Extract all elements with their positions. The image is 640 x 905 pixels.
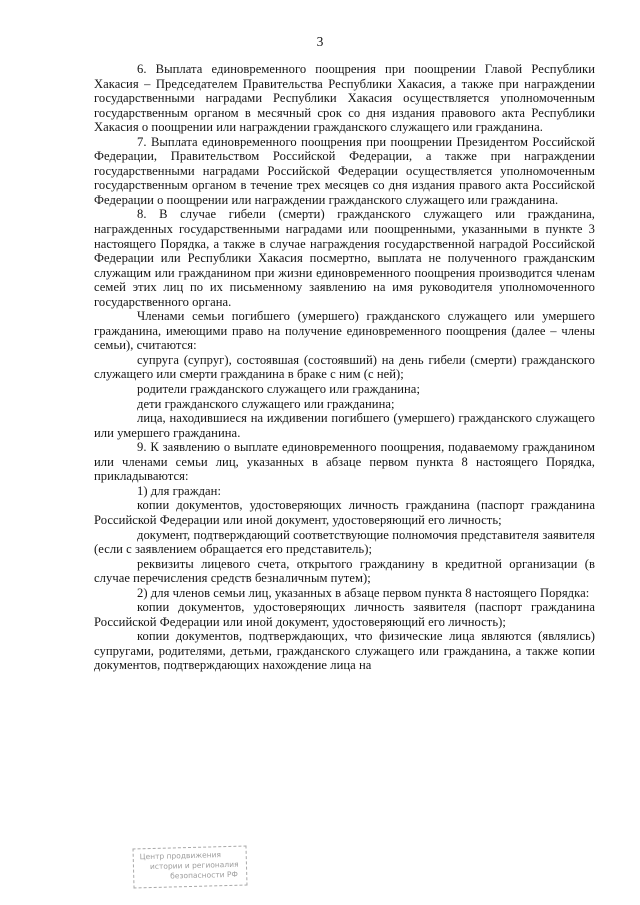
paragraph-9: 9. К заявлению о выплате единовременного поощрения, подаваемому гражданином или членами семьи лиц, указанных в абзаце первом пункта 8 настоящего Порядка, прикладываются: — [94, 440, 595, 484]
list-item-spouse: супруга (супруг), состоявшая (состоявший) на день гибели (смерти) гражданского служащего или смерти гражданина в браке с ним (с ней); — [94, 352, 595, 382]
subitem-1-bank-details: реквизиты лицевого счета, открытого гражданину в кредитной организации (в случае перечисления средств безналичным путем); — [94, 556, 595, 586]
subitem-2-identity-docs: копии документов, удостоверяющих личность заявителя (паспорт гражданина Российской Федерации или иной документ, удостоверяющий его личность); — [94, 600, 595, 629]
stamp-line: Центр продвижения — [139, 850, 222, 862]
stamp — [132, 846, 247, 889]
stamp-line: безопасности РФ — [170, 869, 238, 881]
paragraph-family-members: Членами семьи погибшего (умершего) гражданского служащего или умершего гражданина, имеющими право на получение единовременного поощрения (далее – члены семьи), считаются: — [94, 309, 595, 353]
subitem-1-heading: 1) для граждан: — [137, 483, 222, 498]
stamp-line: истории и регионалия — [149, 859, 239, 872]
paragraph-7: 7. Выплата единовременного поощрения при поощрении Президентом Российской Федерации, Правительством Российской Федерации, а также при награждении государственными наградами Российской Федерации осуществляется уполномоченным государственным органом в течение трех месяцев со дня издания правого акта Российской Федерации о поощрении или награждении гражданского служащего или гражданина. — [94, 134, 595, 207]
list-item-children: дети гражданского служащего или гражданина; — [137, 396, 395, 411]
list-item-parents: родители гражданского служащего или гражданина; — [137, 382, 420, 397]
subitem-2-heading: 2) для членов семьи лиц, указанных в абзаце первом пункта 8 настоящего Порядка: — [137, 585, 590, 600]
page-number: 3 — [316, 34, 324, 49]
subitem-1-identity-docs: копии документов, удостоверяющих личность гражданина (паспорт гражданина Российской Федерации или иной документ, удостоверяющий его личность; — [94, 498, 595, 527]
list-item-dependents: лица, находившиеся на иждивении погибшего (умершего) гражданского служащего или умершего гражданина. — [94, 411, 595, 440]
subitem-1-representative-doc: документ, подтверждающий соответствующие полномочия представителя заявителя (если с заявлением обращается его представитель); — [94, 527, 595, 557]
subitem-2-relationship-docs: копии документов, подтверждающих, что физические лица являются (являлись) супругами, родителями, детьми, гражданского служащего или гражданина, а также копии документов, подтверждающих нахождение лица на — [94, 629, 595, 673]
paragraph-8: 8. В случае гибели (смерти) гражданского служащего или гражданина, награжденных государственными наградами или поощренными, указанными в пункте 3 настоящего Порядка, а также в случае награждения государственной наградой Российской Федерации или Республики Хакасия посмертно, выплата не полученного гражданским служащим или гражданином при жизни единовременного поощрения производится членам семей этих лиц по их письменному заявлению на имя руководителя уполномоченного государственного органа. — [94, 207, 595, 309]
document-body — [94, 62, 595, 673]
paragraph-6: 6. Выплата единовременного поощрения при поощрении Главой Республики Хакасия – Председателем Правительства Республики Хакасия, а также при награждении государственными наградами Республики Хакасия осуществляется уполномоченным государственным органом в месячный срок со дня издания правового акта Республики Хакасия о поощрении или награждении гражданского служащего или гражданина. — [94, 62, 595, 135]
